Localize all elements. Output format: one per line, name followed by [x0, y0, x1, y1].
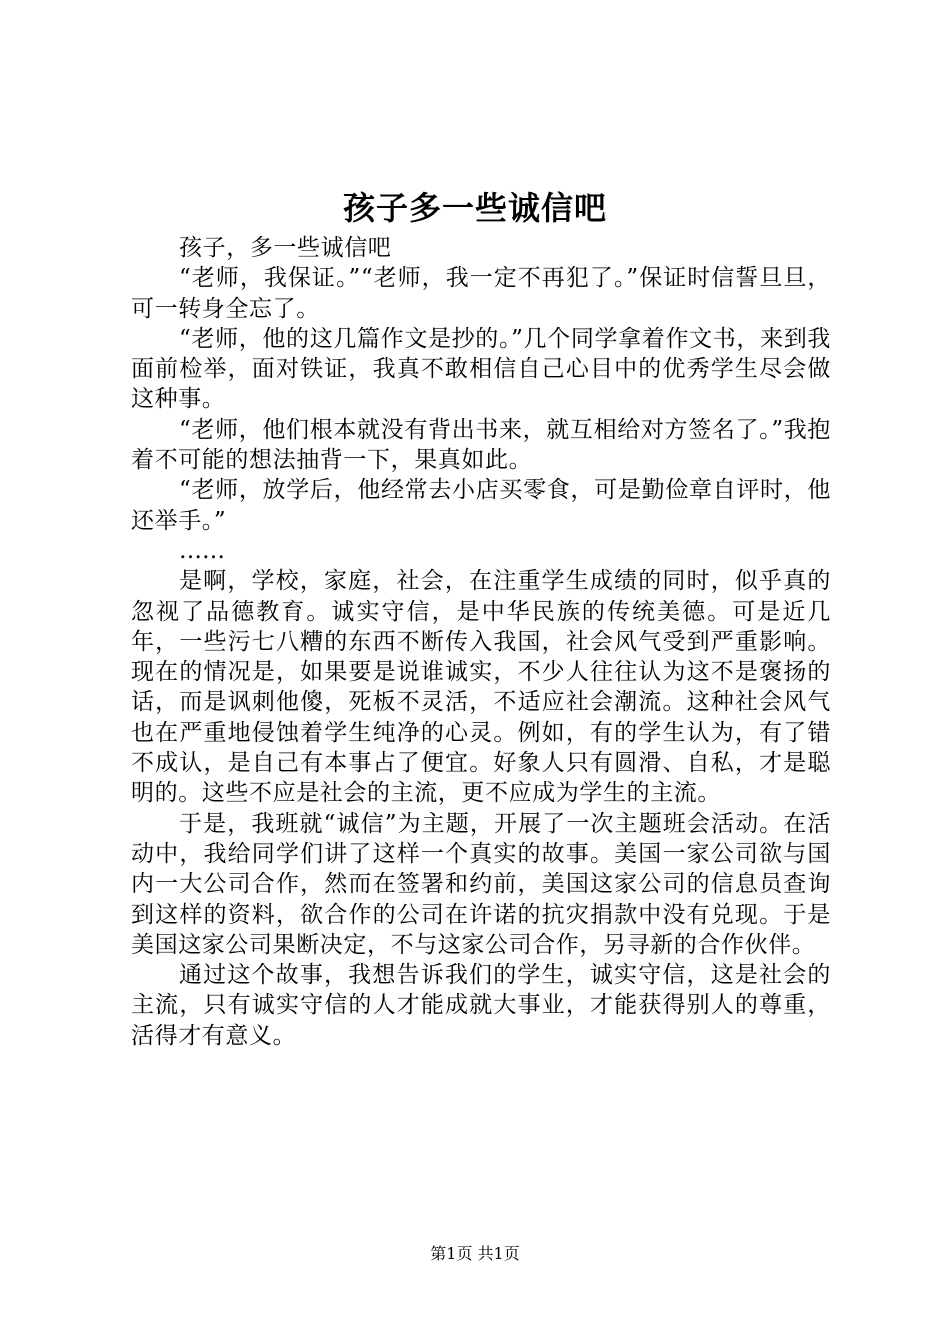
document-title: 孩子多一些诚信吧 [342, 189, 607, 227]
page-footer: 第1页 共1页 [430, 1244, 520, 1263]
paragraph: “老师，他的这几篇作文是抄的。”几个同学拿着作文书，来到我面前检举，面对铁证，我真不敢相信自己心目中的优秀学生尽会做这种事。 [131, 325, 831, 413]
document-body [131, 233, 831, 1051]
paragraph: “老师，他们根本就没有背出书来，就互相给对方签名了。”我抱着不可能的想法抽背一下，果真如此。 [131, 416, 831, 474]
paragraph-ellipsis: …… [179, 537, 225, 564]
paragraph: 通过这个故事，我想告诉我们的学生，诚实守信，这是社会的主流，只有诚实守信的人才能成就大事业，才能获得别人的尊重，活得才有意义。 [131, 962, 831, 1049]
paragraph: 是啊，学校，家庭，社会，在注重学生成绩的同时，似乎真的忽视了品德教育。诚实守信，是中华民族的传统美德。可是近几年，一些污七八糟的东西不断传入我国，社会风气受到严重影响。现在的情况是，如果要是说谁诚实，不少人往往认为这不是褒扬的话，而是讽刺他傻，死板不灵活，不适应社会潮流。这种社会风气也在严重地侵蚀着学生纯净的心灵。例如，有的学生认为，有了错不成认，是自己有本事占了便宜。好象人只有圆滑、自私，才是聪明的。这些不应是社会的主流，更不应成为学生的主流。 [131, 568, 831, 807]
paragraph-subtitle: 孩子，多一些诚信吧 [179, 235, 392, 261]
paragraph: “老师，我保证。”“老师，我一定不再犯了。”保证时信誓旦旦，可一转身全忘了。 [131, 265, 831, 322]
paragraph: “老师，放学后，他经常去小店买零食，可是勤俭章自评时，他还举手。” [131, 477, 831, 534]
paragraph: 于是，我班就“诚信”为主题，开展了一次主题班会活动。在活动中，我给同学们讲了这样一个真实的故事。美国一家公司欲与国内一大公司合作，然而在签署和约前，美国这家公司的信息员查询到这样的资料，欲合作的公司在许诺的抗灾捐款中没有兑现。于是美国这家公司果断决定，不与这家公司合作，另寻新的合作伙伴。 [131, 810, 831, 958]
